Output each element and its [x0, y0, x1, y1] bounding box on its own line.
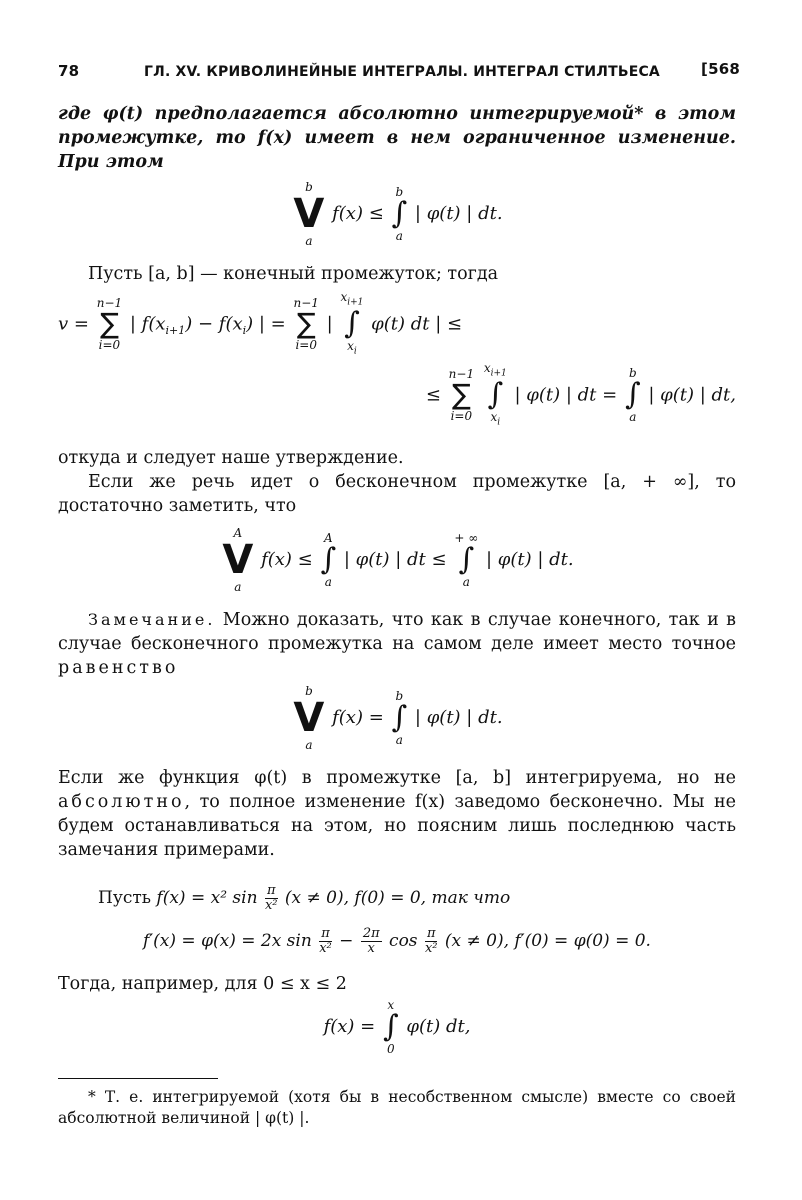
equation-2-line-1: v = n−1 ∑ i=0 | $f(x_{i+1}) - f(x_i)$ | = n−1 ∑ i=0 | $x_{i+1}$ ∫ $x_i$ φ(t) dt | ≤	[58, 290, 463, 357]
eq1-upper: b	[305, 180, 313, 194]
equation-4: b V a f(x) = b ∫ a | φ(t) | dt.	[293, 683, 503, 752]
running-title: ГЛ. XV. КРИВОЛИНЕЙНЫЕ ИНТЕГРАЛЫ. ИНТЕГРАЛ СТИЛТЬЕСА	[144, 64, 660, 80]
equation-3: A V a f(x) ≤ A ∫ a | φ(t) | dt ≤ + ∞ ∫ a | φ(t) | dt.	[222, 525, 574, 594]
equation-5: Пусть f(x) = x² sin $\frac{\pi}{\text{x²}}$ (x ≠ 0), f(0) = 0, так что	[98, 882, 511, 913]
paragraph-2: Пусть [a, b] — конечный промежуток; тогда	[88, 264, 499, 284]
eq1-left: f(x) ≤	[332, 203, 384, 224]
variation-symbol-2: V	[222, 536, 254, 583]
paragraph-7: Тогда, например, для 0 ≤ x ≤ 2	[58, 973, 347, 994]
integral-symbol: ∫	[391, 196, 408, 231]
page	[58, 54, 740, 1129]
equation-7: f(x) = x ∫ 0 φ(t) dt,	[323, 997, 471, 1056]
paragraph-6: Если же функция φ(t) в промежутке [a, b] интегрируема, но не абсолютно, то полное изменение f(x) заведомо бесконечно. Мы не будем останавливаться на этом, но поясним лишь последнюю часть замечания примерами.	[58, 767, 736, 860]
paragraph-4: Если же речь идет о бесконечном промежутке [a, + ∞], то достаточно заметить, что	[58, 471, 736, 516]
footnote-divider	[58, 1078, 218, 1079]
page-header	[58, 54, 740, 84]
section-number: [568	[701, 60, 740, 78]
variation-symbol: V	[293, 191, 325, 237]
sum-symbol: ∑	[99, 307, 119, 341]
equation-2-line-2: ≤ n−1 ∑ i=0 $x_{i+1}$ ∫ $x_i$ | φ(t) | dt = b ∫ a | φ(t) | dt,	[425, 360, 736, 428]
paragraph-5: Замечание. Можно доказать, что как в случае конечного, так и в случае бесконечного промежутка на самом деле имеет место точное равенство	[58, 609, 736, 678]
paragraph-3: откуда и следует наше утверждение.	[58, 447, 404, 468]
equation-6: f′(x) = φ(x) = 2x sin $\frac{\pi}{\text{x²}}$ − $\frac{2\pi}{x}$ cos $\frac{\pi}{\text{x²}}$ (x ≠ 0), f′(0) = φ(0) = 0.	[143, 925, 651, 956]
footnote: * Т. е. интегрируемой (хотя бы в несобственном смысле) вместе со своей абсолютной величиной | φ(t) |.	[58, 1087, 736, 1127]
eq1-lower: a	[305, 234, 313, 248]
page-number: 78	[58, 62, 80, 80]
paragraph-1: где φ(t) предполагается абсолютно интегрируемой* в этом промежутке, то f(x) имеет в нем ограниченное изменение. При этом	[58, 104, 736, 172]
equation-1: b V a f(x) ≤ b ∫ a | φ(t) | dt.	[293, 180, 503, 248]
remark-label: Замечание.	[88, 609, 216, 629]
eq1-right: | φ(t) | dt.	[414, 203, 503, 224]
